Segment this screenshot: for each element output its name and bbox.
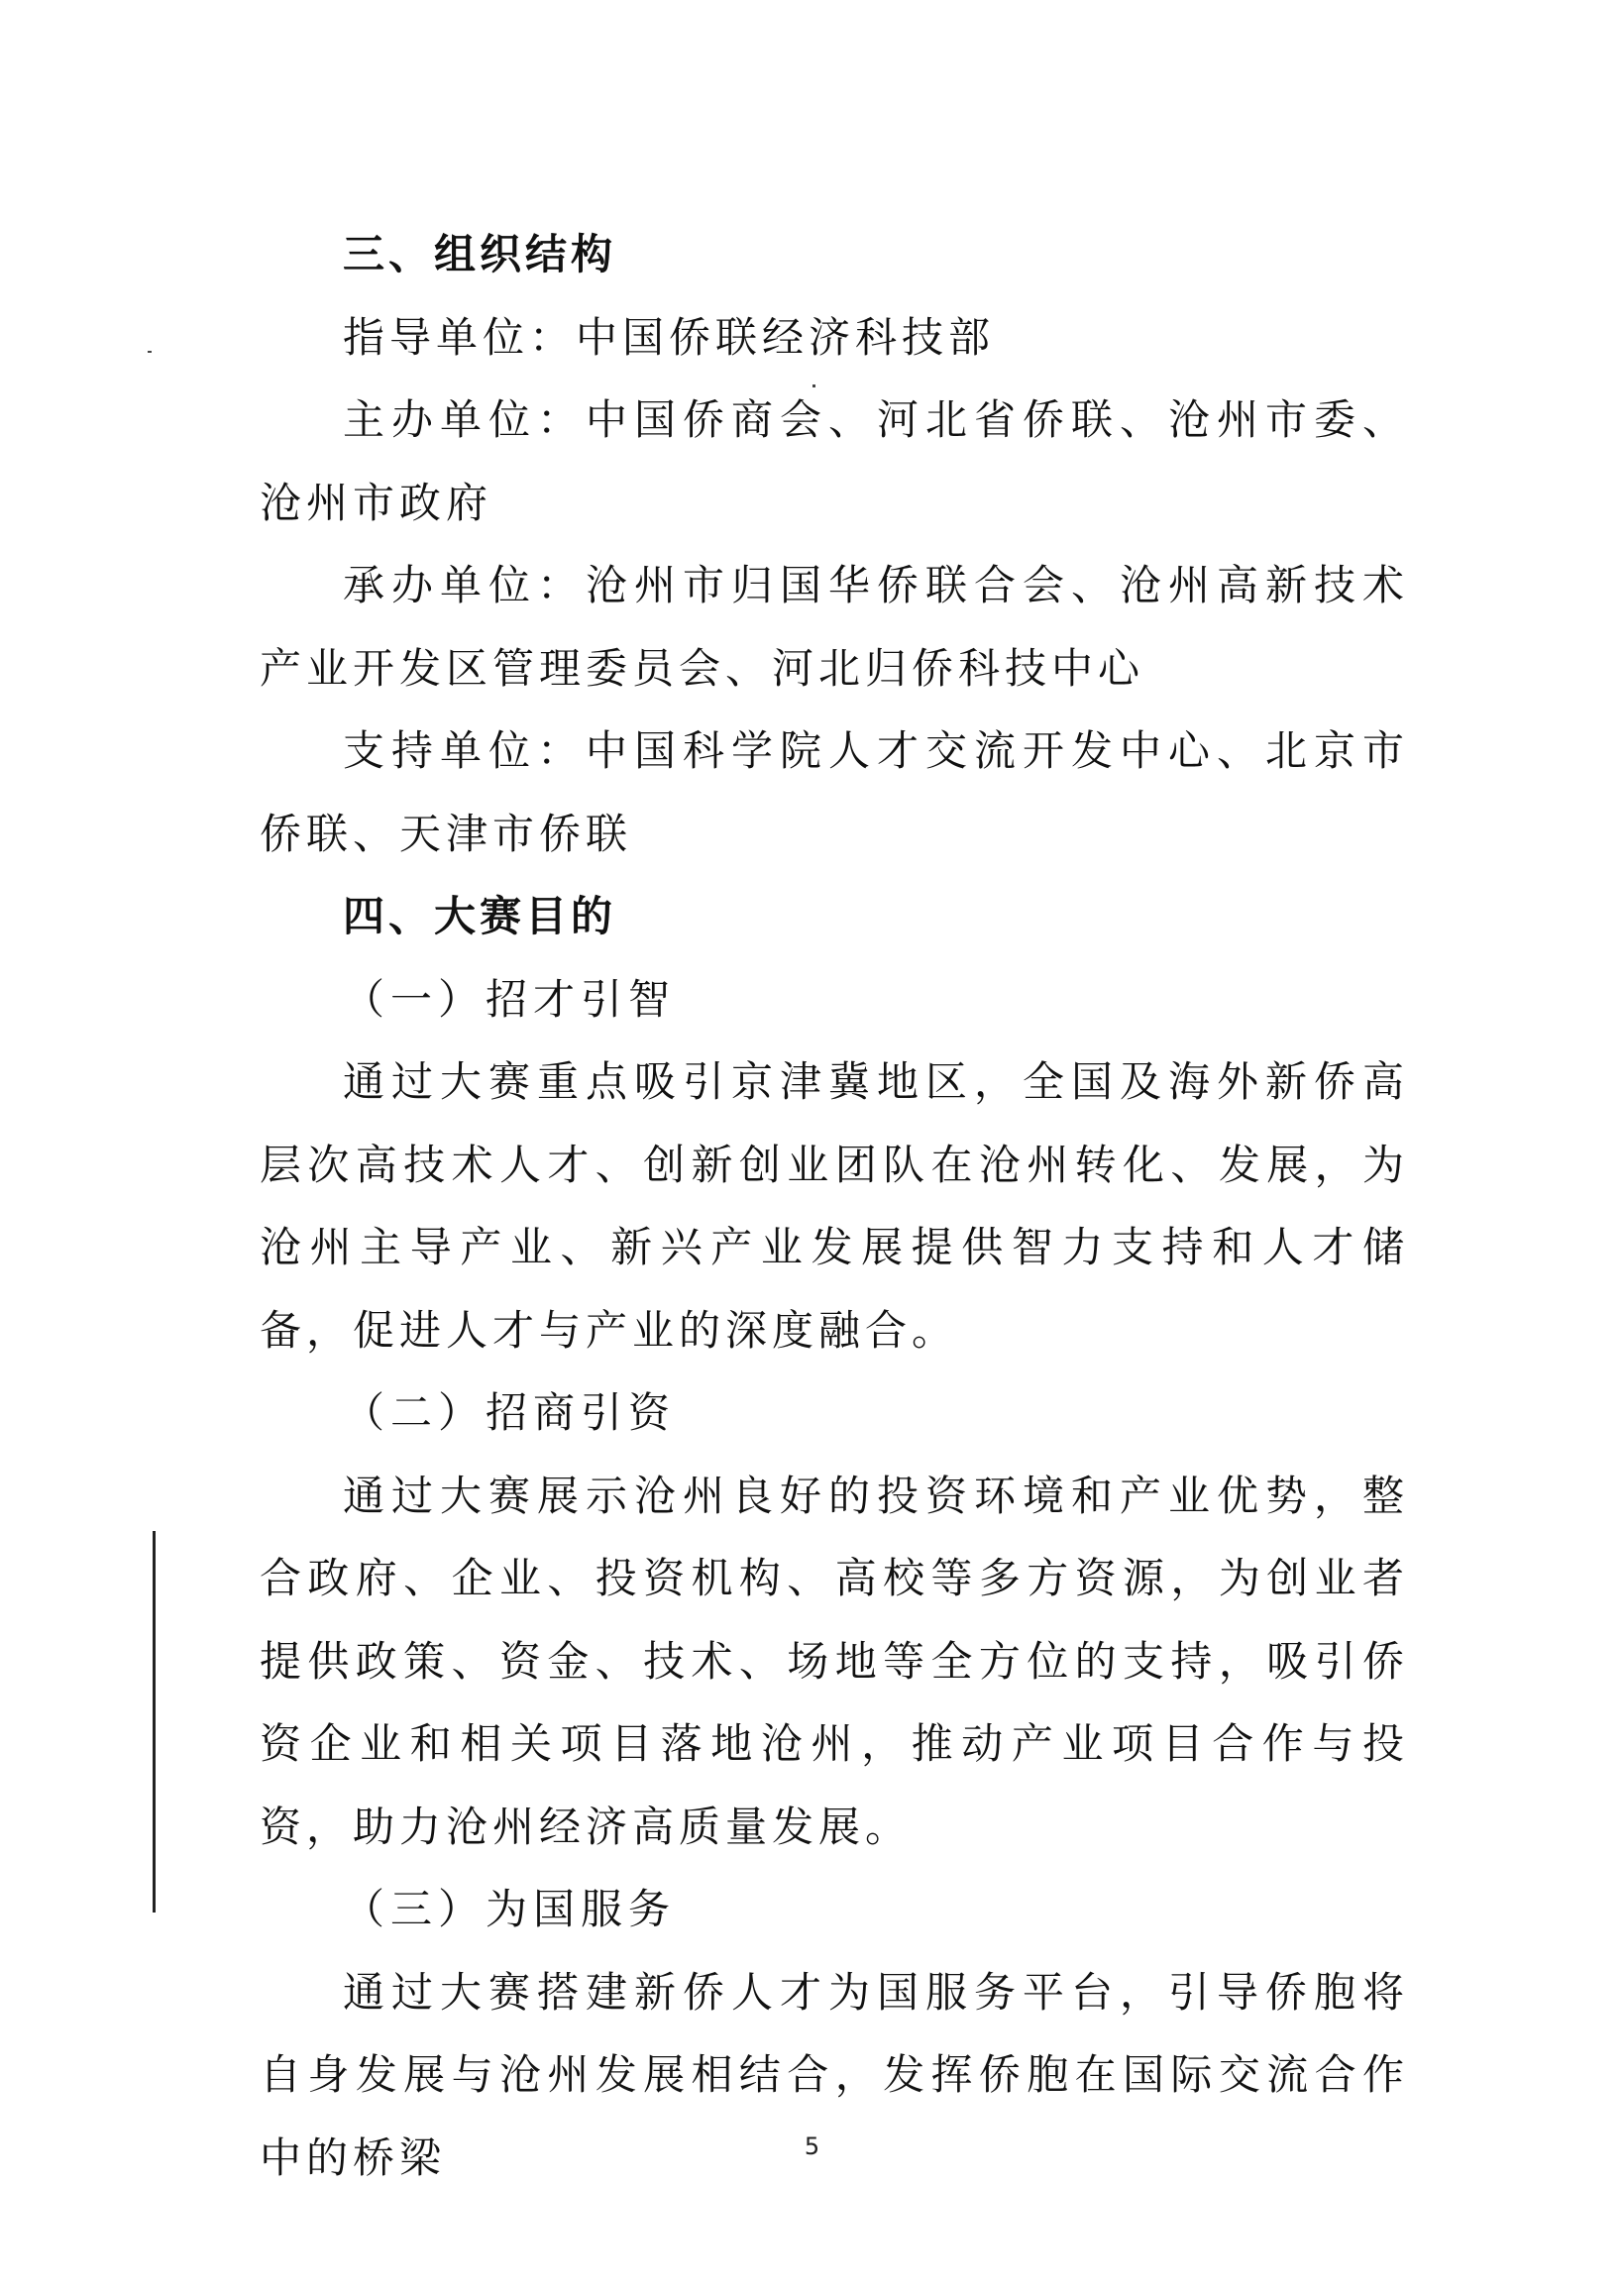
section-heading-organization: 三、组织结构 — [343, 230, 617, 278]
margin-mark — [148, 351, 152, 353]
paragraph-service: 通过大赛搭建新侨人才为国服务平台，引导侨胞将自身发展与沧州发展相结合，发挥侨胞在国际交流合作中的桥梁 — [260, 1967, 1409, 2182]
supporting-units: 支持单位：中国科学院人才交流开发中心、北京市侨联、天津市侨联 — [260, 726, 1409, 858]
subheading-talent: （一）招才引智 — [343, 974, 677, 1024]
subheading-service: （三）为国服务 — [343, 1885, 677, 1933]
section-heading-purpose: 四、大赛目的 — [343, 892, 617, 940]
guiding-unit: 指导单位：中国侨联经济科技部 — [343, 312, 996, 362]
organizing-units: 承办单位：沧州市归国华侨联合会、沧州高新技术产业开发区管理委员会、河北归侨科技中心 — [260, 561, 1409, 693]
paragraph-investment: 通过大赛展示沧州良好的投资环境和产业优势，整合政府、企业、投资机构、高校等多方资源，为创业者提供政策、资金、技术、场地等全方位的支持，吸引侨资企业和相关项目落地沧州，推动产业项目合作与投资，助力沧州经济高质量发展。 — [260, 1471, 1409, 1851]
paragraph-talent: 通过大赛重点吸引京津冀地区，全国及海外新侨高层次高技术人才、创新创业团队在沧州转化、发展，为沧州主导产业、新兴产业发展提供智力支持和人才储备，促进人才与产业的深度融合。 — [260, 1057, 1409, 1355]
margin-revision-bar — [153, 1531, 156, 1913]
subheading-investment: （二）招商引资 — [343, 1388, 677, 1437]
document-body — [260, 213, 1409, 2199]
page-number: 5 — [804, 2132, 820, 2160]
host-units: 主办单位：中国侨商会、河北省侨联、沧州市委、沧州市政府 — [260, 395, 1409, 527]
